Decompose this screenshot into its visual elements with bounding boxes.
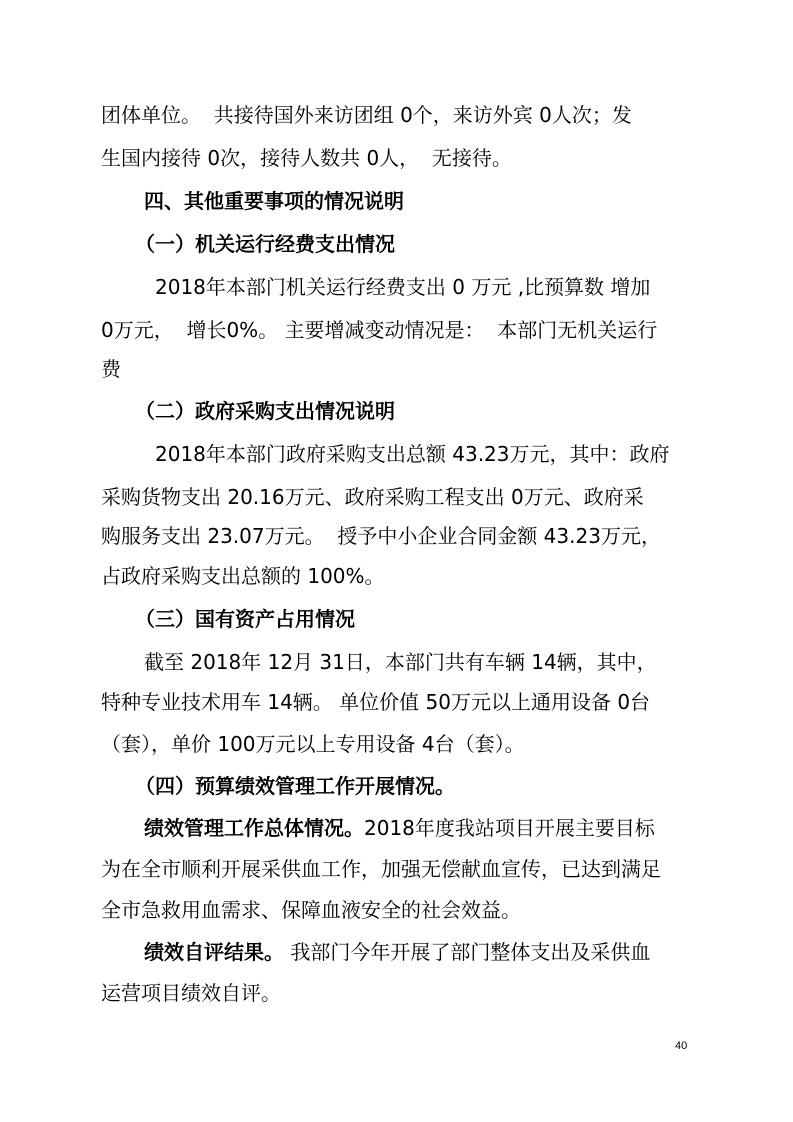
self-evaluation-label: 绩效自评结果。 bbox=[144, 940, 284, 964]
performance-overview-label: 绩效管理工作总体情况。 bbox=[144, 816, 364, 840]
body-line-1: 团体单位。 共接待国外来访团组 0个，来访外宾 0人次；发 bbox=[101, 103, 632, 127]
body-line-16: （套），单价 100万元以上专用设备 4台（套）。 bbox=[101, 732, 525, 756]
body-line-10: 采购货物支出 20.16万元、政府采购工程支出 0万元、政府采 bbox=[101, 485, 644, 509]
body-line-15: 特种专业技术用车 14辆。 单位价值 50万元以上通用设备 0台 bbox=[101, 690, 651, 714]
body-line-19: 为在全市顺利开展采供血工作，加强无偿献血宣传，已达到满足 bbox=[101, 857, 661, 881]
body-line-2: 生国内接待 0次，接待人数共 0人， 无接待。 bbox=[101, 146, 512, 170]
body-line-9: 2018年本部门政府采购支出总额 43.23万元，其中：政府 bbox=[155, 442, 670, 466]
body-line-14: 截至 2018年 12月 31日，本部门共有车辆 14辆，其中， bbox=[144, 650, 657, 674]
body-line-12: 占政府采购支出总额的 100%。 bbox=[101, 564, 385, 588]
subsection-heading-2: （二）政府采购支出情况说明 bbox=[135, 399, 395, 423]
subsection-heading-3: （三）国有资产占用情况 bbox=[135, 607, 355, 631]
body-line-20: 全市急救用血需求、保障血液安全的社会效益。 bbox=[101, 898, 521, 922]
body-line-6: 0万元， 增长0%。 主要增减变动情况是： 本部门无机关运行 bbox=[101, 318, 658, 342]
performance-overview-text: 2018年度我站项目开展主要目标 bbox=[364, 816, 655, 840]
body-line-5: 2018年本部门机关运行经费支出 0 万元 ,比预算数 增加 bbox=[155, 275, 651, 299]
body-line-18 bbox=[144, 814, 655, 842]
section-heading-4: 四、其他重要事项的情况说明 bbox=[144, 189, 404, 213]
body-line-7: 费 bbox=[101, 357, 121, 381]
self-evaluation-text: 我部门今年开展了部门整体支出及采供血 bbox=[284, 940, 651, 964]
page-number: 40 bbox=[675, 1040, 688, 1052]
subsection-heading-4: （四）预算绩效管理工作开展情况。 bbox=[135, 774, 455, 798]
body-line-21 bbox=[144, 938, 650, 966]
body-line-11: 购服务支出 23.07万元。 授予中小企业合同金额 43.23万元， bbox=[101, 524, 661, 548]
subsection-heading-1: （一）机关运行经费支出情况 bbox=[135, 232, 395, 256]
body-line-22: 运营项目绩效自评。 bbox=[101, 981, 281, 1005]
